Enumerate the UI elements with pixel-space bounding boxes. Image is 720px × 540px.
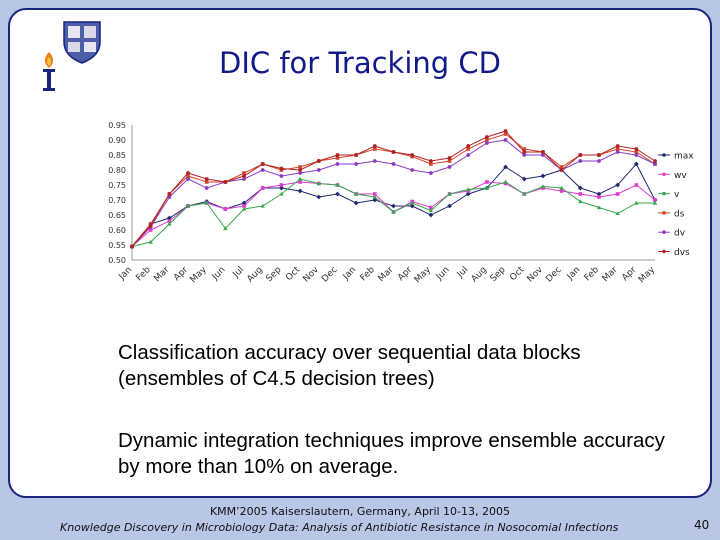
data-point-dvs <box>167 192 171 196</box>
data-point-wv <box>485 180 489 184</box>
x-tick-label: May <box>188 265 209 286</box>
data-point-dvs <box>261 162 265 166</box>
data-point-dv <box>336 162 340 166</box>
data-point-dvs <box>373 144 377 148</box>
data-point-wv <box>298 180 302 184</box>
data-point-dvs <box>392 150 396 154</box>
x-tick-label: Aug <box>245 265 265 285</box>
data-point-dvs <box>354 153 358 157</box>
chart-caption: Classification accuracy over sequential data blocks (ensembles of C4.5 decision trees) <box>118 341 581 390</box>
x-tick-label: Oct <box>284 265 303 284</box>
legend-marker-wv <box>662 173 666 177</box>
data-point-dv <box>448 165 452 169</box>
x-tick-label: Jul <box>455 265 471 280</box>
x-tick-label: Oct <box>508 265 527 284</box>
data-point-dv <box>410 168 414 172</box>
x-tick-label: Dec <box>320 265 340 285</box>
data-point-dv <box>186 177 190 181</box>
x-tick-label: Sep <box>264 265 284 285</box>
data-point-wv <box>560 189 564 193</box>
x-tick-label: Mar <box>600 265 620 285</box>
data-point-dv <box>354 162 358 166</box>
data-point-dvs <box>149 224 153 228</box>
data-point-dv <box>373 159 377 163</box>
y-tick-label: 0.55 <box>108 241 126 250</box>
y-tick-label: 0.85 <box>108 151 126 160</box>
data-point-dvs <box>560 168 564 172</box>
series-line-wv <box>132 182 655 247</box>
data-point-dv <box>466 153 470 157</box>
data-point-dvs <box>653 159 657 163</box>
legend-label-dvs: dvs <box>674 248 690 258</box>
data-point-dv <box>205 186 209 190</box>
data-point-max <box>354 201 359 206</box>
data-point-dvs <box>634 147 638 151</box>
data-point-dvs <box>616 144 620 148</box>
data-point-dvs <box>504 129 508 133</box>
data-point-dv <box>429 171 433 175</box>
data-point-dvs <box>280 167 284 171</box>
data-point-max <box>391 204 396 209</box>
presentation-title-footer: Knowledge Discovery in Microbiology Data: Analysis of Antibiotic Resistance in Nosocomial Infections <box>60 521 619 534</box>
slide-title: DIC for Tracking CD <box>219 46 501 80</box>
data-point-v <box>298 177 302 181</box>
data-point-dvs <box>597 153 601 157</box>
data-point-wv <box>597 195 601 199</box>
x-tick-label: May <box>412 265 433 286</box>
data-point-max <box>335 192 340 197</box>
data-point-dv <box>634 153 638 157</box>
x-tick-label: Feb <box>134 265 153 284</box>
data-point-dvs <box>317 159 321 163</box>
x-tick-label: Nov <box>525 265 546 285</box>
page-number: 40 <box>694 518 710 532</box>
data-point-max <box>298 189 303 194</box>
data-point-dvs <box>242 174 246 178</box>
data-point-dvs <box>336 153 340 157</box>
y-tick-label: 0.80 <box>108 166 126 175</box>
data-point-dv <box>317 168 321 172</box>
legend-marker-v <box>662 192 666 196</box>
legend-label-v: v <box>674 190 680 201</box>
data-point-dvs <box>223 180 227 184</box>
data-point-dvs <box>522 150 526 154</box>
x-tick-label: Dec <box>544 265 564 285</box>
accuracy-line-chart <box>100 110 694 322</box>
y-tick-label: 0.65 <box>108 211 126 220</box>
conclusion-text: Dynamic integration techniques improve ensemble accuracy by more than 10% on average. <box>118 429 665 478</box>
data-point-wv <box>224 207 228 211</box>
x-tick-label: Apr <box>620 265 639 284</box>
x-tick-label: Apr <box>172 265 191 284</box>
data-point-max <box>428 213 433 218</box>
x-tick-label: Feb <box>582 265 602 284</box>
data-point-dvs <box>578 153 582 157</box>
data-point-dvs <box>130 245 134 249</box>
data-point-dvs <box>485 135 489 139</box>
data-point-wv <box>635 183 639 187</box>
data-point-v <box>503 180 507 184</box>
legend-marker-ds <box>662 211 666 215</box>
x-tick-label: May <box>636 265 658 286</box>
y-tick-label: 0.75 <box>108 181 126 190</box>
data-point-max <box>541 174 546 179</box>
data-point-dvs <box>448 156 452 160</box>
data-point-wv <box>578 192 582 196</box>
y-tick-label: 0.50 <box>108 256 126 265</box>
data-point-v <box>261 204 265 208</box>
legend-label-max: max <box>674 151 694 162</box>
x-tick-label: Jun <box>210 265 228 283</box>
legend-marker-max <box>662 153 666 157</box>
data-point-wv <box>261 186 265 190</box>
data-point-max <box>316 195 321 200</box>
x-tick-label: Mar <box>152 265 172 285</box>
data-point-dv <box>485 141 489 145</box>
x-tick-label: Jun <box>434 265 452 283</box>
legend-marker-dvs <box>662 250 666 254</box>
data-point-dvs <box>298 168 302 172</box>
legend-marker-dv <box>662 230 666 234</box>
data-point-dv <box>261 168 265 172</box>
data-point-wv <box>616 192 620 196</box>
x-tick-label: Nov <box>301 265 321 285</box>
data-point-dvs <box>429 159 433 163</box>
data-point-dv <box>616 150 620 154</box>
legend-label-wv: wv <box>674 170 687 181</box>
x-tick-label: Jan <box>117 265 135 282</box>
y-tick-label: 0.95 <box>108 121 126 130</box>
x-tick-label: Jan <box>341 265 359 282</box>
data-point-dvs <box>205 177 209 181</box>
data-point-dv <box>597 159 601 163</box>
x-tick-label: Apr <box>396 265 415 284</box>
x-tick-label: Aug <box>469 265 490 285</box>
conference-footer: KMM’2005 Kaiserslautern, Germany, April 10-13, 2005 <box>209 505 511 518</box>
legend-label-ds: ds <box>674 209 685 220</box>
x-tick-label: Mar <box>376 265 396 285</box>
x-tick-label: Sep <box>488 265 508 285</box>
x-tick-label: Jul <box>231 265 247 280</box>
x-tick-label: Feb <box>358 265 377 284</box>
data-point-dvs <box>541 150 545 154</box>
legend-label-dv: dv <box>674 228 686 239</box>
data-point-dv <box>392 162 396 166</box>
y-tick-label: 0.90 <box>108 136 126 145</box>
data-point-dvs <box>186 171 190 175</box>
data-point-dvs <box>466 144 470 148</box>
data-point-dv <box>578 159 582 163</box>
y-tick-label: 0.60 <box>108 226 126 235</box>
data-point-wv <box>280 183 284 187</box>
y-tick-label: 0.70 <box>108 196 126 205</box>
series-line-dvs <box>132 131 655 247</box>
data-point-dv <box>280 174 284 178</box>
x-tick-label: Jan <box>565 265 583 282</box>
data-point-dvs <box>410 153 414 157</box>
data-point-dv <box>504 138 508 142</box>
